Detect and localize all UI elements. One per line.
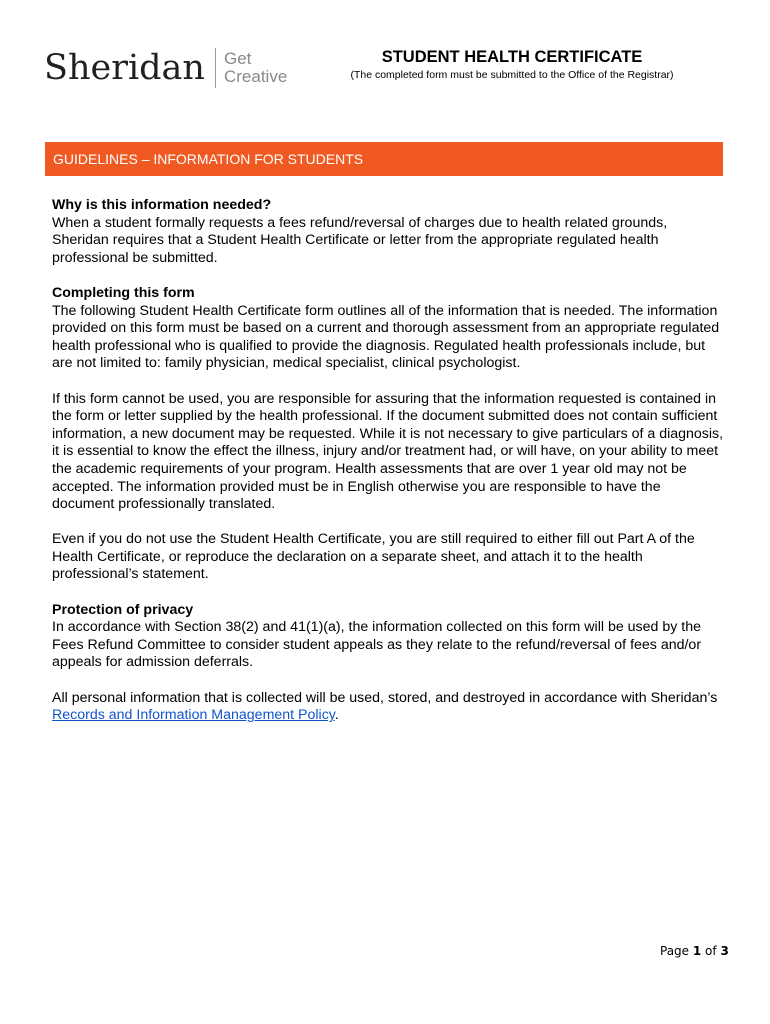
personal-info-end: .: [334, 707, 339, 724]
logo-tagline-line1: Get: [223, 49, 252, 68]
logo-tagline: [224, 50, 287, 86]
if-form-body: If this form cannot be used, you are responsible for assuring that the information requested is contained in the form or letter supplied by the health professional. If the document submitted does not contain sufficient information, a new document may be requested. While it is not necessary to give particulars of a diagnosis, it is essential to know the effect the illness, injury and/or treatment had, or will have, on your ability to meet the academic requirements of your program. Health assessments that are over 1 year old may not be accepted. The information provided must be in English otherwise you are responsible to have the document professionally translated.: [52, 390, 724, 513]
even-if-body: Even if you do not use the Student Health Certificate, you are still required to either fill out Part A of the Health Certificate, or reproduce the declaration on a separate sheet, and attach it to the health professional’s statement.: [52, 531, 695, 583]
logo-divider: [215, 48, 216, 88]
personal-info-text: All personal information that is collected will be used, stored, and destroyed in accordance with Sheridan’s: [52, 689, 718, 706]
privacy-heading: Protection of privacy: [52, 601, 194, 618]
page-number: [660, 944, 729, 958]
records-policy-link[interactable]: Records and Information Management Policy: [52, 707, 335, 724]
page-total: 3: [720, 944, 729, 958]
why-heading: Why is this information needed?: [52, 197, 272, 213]
personal-info-paragraph: [52, 690, 724, 725]
section-banner: GUIDELINES – INFORMATION FOR STUDENTS: [45, 142, 723, 176]
page-of: of: [701, 944, 721, 958]
logo-tagline-line2: Creative: [223, 67, 288, 86]
guidelines-content: [52, 197, 724, 725]
page-current: 1: [692, 944, 702, 958]
why-body: When a student formally requests a fees refund/reversal of charges due to health related grounds, Sheridan requires that a Student Health Certificate or letter from the appropriate regulated health professional be submitted.: [52, 214, 668, 266]
page-title: STUDENT HEALTH CERTIFICATE: [381, 48, 643, 66]
page-subtitle: (The completed form must be submitted to the Office of the Registrar): [350, 69, 674, 81]
page-word: Page: [660, 944, 693, 958]
completing-body: The following Student Health Certificate form outlines all of the information that is needed. The information provided on this form must be based on a current and thorough assessment from an appropriate regulated health professional who is qualified to provide the diagnosis. Regulated health professionals include, but are not limited to: family physician, medical specialist, clinical psychologist.: [52, 302, 720, 372]
privacy-body: In accordance with Section 38(2) and 41(1)(a), the information collected on this form will be used by the Fees Refund Committee to consider student appeals as they relate to the refund/reversal of fees and/or appeals for admission deferrals.: [52, 619, 702, 671]
completing-heading: Completing this form: [52, 284, 195, 301]
logo-wordmark: Sheridan: [44, 47, 205, 88]
sheridan-logo: [44, 46, 287, 90]
